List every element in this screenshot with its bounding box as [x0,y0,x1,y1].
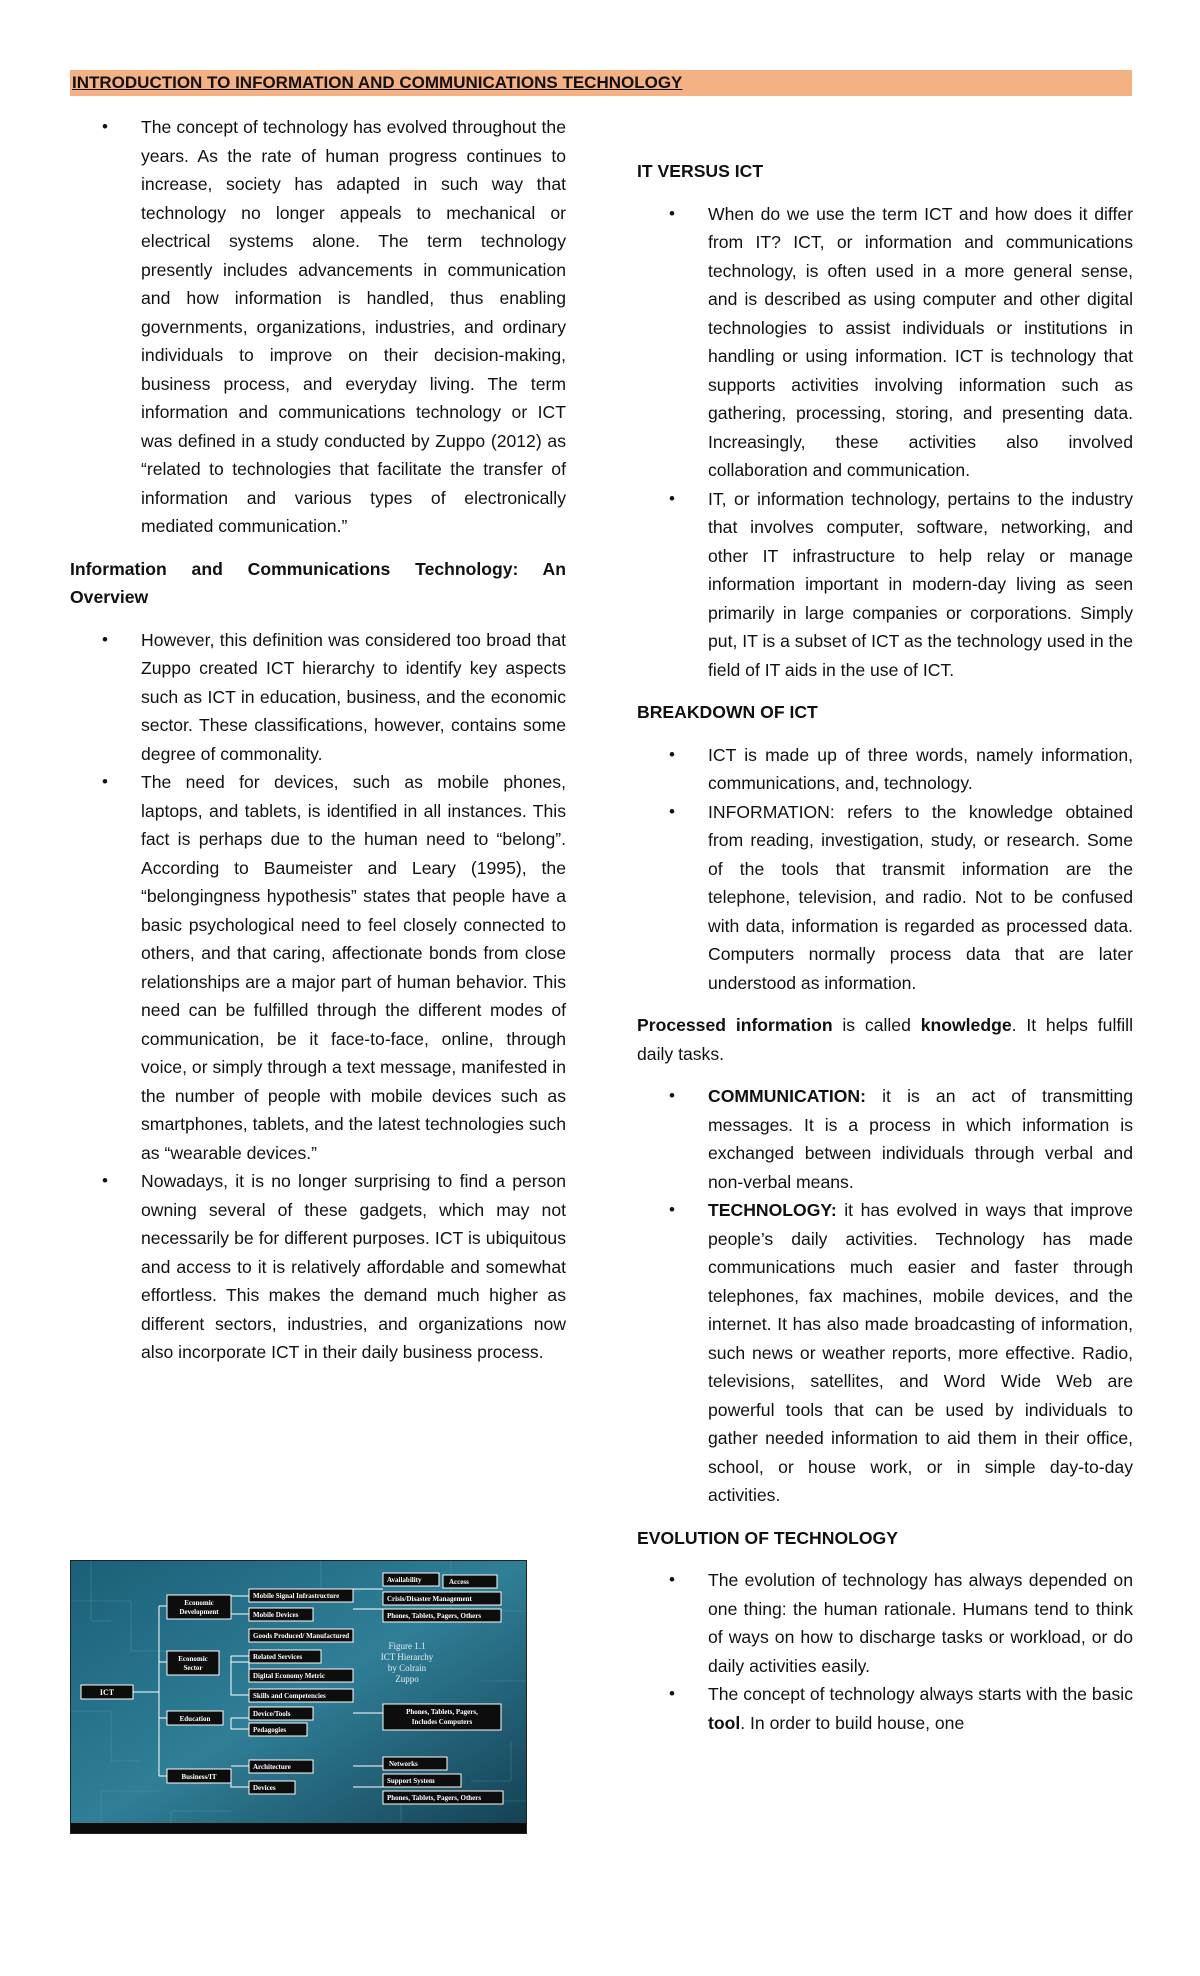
processed-information-bold: Processed information [637,1015,833,1035]
right-label: Access [449,1578,469,1586]
processed-mid-text: is called [832,1015,921,1035]
category-label: Education [179,1715,211,1723]
document-title: INTRODUCTION TO INFORMATION AND COMMUNICATIONS TECHNOLOGY [72,73,683,92]
middle-label: Related Services [253,1653,303,1661]
breakdown-item: • INFORMATION: refers to the knowledge obtained from reading, investigation, study, or research. Some of the tools that transmit information are the telephone, television, and radio. Not to be confused with data, information is regarded as processed data. Computers normally process data that are later understood as information. [708,798,1133,998]
figure-bottom-band [71,1823,526,1833]
figure-caption-line: by Colrain [387,1663,427,1673]
tool-bold: tool [708,1712,741,1733]
category-label: Development [179,1608,219,1616]
figure-caption-line: Figure 1.1 [388,1641,426,1651]
right-label: Crisis/Disaster Management [387,1595,472,1603]
middle-label: Skills and Competencies [253,1692,326,1700]
right-label: Support System [387,1777,435,1785]
middle-label: Pedagogies [253,1726,287,1734]
processed-information-paragraph [637,1011,1133,1068]
evolution-list [637,1566,1133,1737]
technology-text: it has evolved in ways that improve people’s daily activities. Technology has made communications much easier and faster through telephones, fax machines, mobile devices, and the internet. It has also made broadcasting of information, such news or weather reports, more effective. Radio, televisions, satellites, and Word Wide Web are powerful tools that can be used by individuals to gather needed information to aid them in their office, school, or house work, or in simple day-to-day activities. [708,1200,1133,1505]
middle-label: Architecture [253,1763,291,1771]
right-label: Phones, Tablets, Pagers, Others [387,1612,482,1620]
it-vs-ict-list [637,200,1133,685]
left-column [70,113,566,1381]
it-vs-ict-item: • IT, or information technology, pertains to the industry that involves computer, software, networking, and other IT infrastructure to help relay or manage information important in modern-day living as seen primarily in large companies or corporations. Simply put, IT is a subset of ICT as the technology used in the field of IT aids in the use of ICT. [708,485,1133,685]
evolution-heading: EVOLUTION OF TECHNOLOGY [637,1527,898,1548]
right-label: Phones, Tablets, Pagers, Others [387,1794,482,1802]
middle-label: Mobile Signal Infrastructure [253,1592,340,1600]
it-vs-ict-heading: IT VERSUS ICT [637,161,764,181]
intro-list [70,113,566,541]
category-label: Sector [183,1664,203,1672]
middle-label: Goods Produced/ Manufactured [253,1632,350,1640]
breakdown-heading: BREAKDOWN OF ICT [637,702,818,722]
middle-label: Device/Tools [253,1710,291,1718]
category-label: Business/IT [181,1773,217,1781]
it-vs-ict-item: • When do we use the term ICT and how does it differ from IT? ICT, or information and communications technology, is often used in a more general sense, and is described as using computer and other digital technologies to assist individuals or institutions in handling or using information. ICT is technology that supports activities involving information such as gathering, processing, storing, and presenting data. Increasingly, these activities also involved collaboration and communication. [708,200,1133,485]
ict-hierarchy-figure [70,1560,527,1834]
category-label: Economic [184,1599,214,1607]
right-label: Phones, Tablets, Pagers, [406,1708,478,1716]
overview-list [70,626,566,1367]
middle-label: Devices [253,1784,276,1792]
evolution-text-a: The concept of technology always starts with the basic [708,1684,1133,1704]
right-label: Availability [387,1576,422,1584]
communication-label: COMMUNICATION: [708,1086,866,1106]
breakdown-item: • ICT is made up of three words, namely information, communications, and, technology. [708,741,1133,798]
overview-heading: Information and Communications Technology: An Overview [70,558,566,607]
evolution-item [708,1680,1133,1737]
evolution-item: • The evolution of technology has always depended on one thing: the human rationale. Humans tend to think of ways on how to discharge tasks or workload, or do daily activities easily. [708,1566,1133,1680]
title-highlight [70,70,1132,96]
technology-label: TECHNOLOGY: [708,1200,837,1220]
category-label: Economic [178,1655,208,1663]
knowledge-bold: knowledge [920,1015,1012,1035]
overview-item: • The need for devices, such as mobile phones, laptops, and tablets, is identified in all instances. This fact is perhaps due to the human need to “belong”. According to Baumeister and Leary (1995), the “belongingness hypothesis” states that people have a basic psychological need to feel closely connected to others, and that caring, affectionate bonds from close relationships are a major part of human behavior. This need can be fulfilled through the different modes of communication, be it face-to-face, online, through voice, or simply through a text message, manifested in the number of people with mobile devices such as smartphones, tablets, and the latest technologies such as “wearable devices.” [141,768,566,1167]
breakdown-list [637,741,1133,998]
right-label: Includes Computers [411,1718,473,1726]
processed-rest-text: . It helps fulfill daily tasks. [637,1015,1133,1064]
figure-caption-line: Zuppo [395,1674,419,1684]
ict-root-label: ICT [99,1688,115,1697]
comm-tech-list [637,1082,1133,1510]
evolution-text-b: . In order to build house, one [740,1712,965,1733]
overview-item: • Nowadays, it is no longer surprising to find a person owning several of these gadgets, which may not necessarily be for different purposes. ICT is ubiquitous and access to it is relatively affordable and somewhat effortless. This makes the demand much higher as different sectors, industries, and organizations now also incorporate ICT in their daily business process. [141,1167,566,1367]
right-column [637,157,1133,1751]
middle-label: Mobile Devices [253,1611,299,1619]
technology-item [708,1196,1133,1510]
hierarchy-diagram [71,1561,526,1833]
right-label: Networks [389,1760,418,1768]
communication-item [708,1082,1133,1196]
figure-caption-line: ICT Hierarchy [380,1652,434,1662]
communication-text: it is an act of transmitting messages. It is a process in which information is exchanged between individuals through verbal and non-verbal means. [708,1086,1133,1192]
overview-item: • However, this definition was considered too broad that Zuppo created ICT hierarchy to identify key aspects such as ICT in education, business, and the economic sector. These classifications, however, contains some degree of commonality. [141,626,566,769]
intro-paragraph: • The concept of technology has evolved throughout the years. As the rate of human progress continues to increase, society has adapted in such way that technology no longer appeals to mechanical or electrical systems alone. The term technology presently includes advancements in communication and how information is handled, thus enabling governments, organizations, industries, and ordinary individuals to improve on their decision-making, business process, and everyday living. The term information and communications technology or ICT was defined in a study conducted by Zuppo (2012) as “related to technologies that facilitate the transfer of information and various types of electronically mediated communication.” [141,113,566,541]
middle-label: Digital Economy Metric [253,1672,325,1680]
